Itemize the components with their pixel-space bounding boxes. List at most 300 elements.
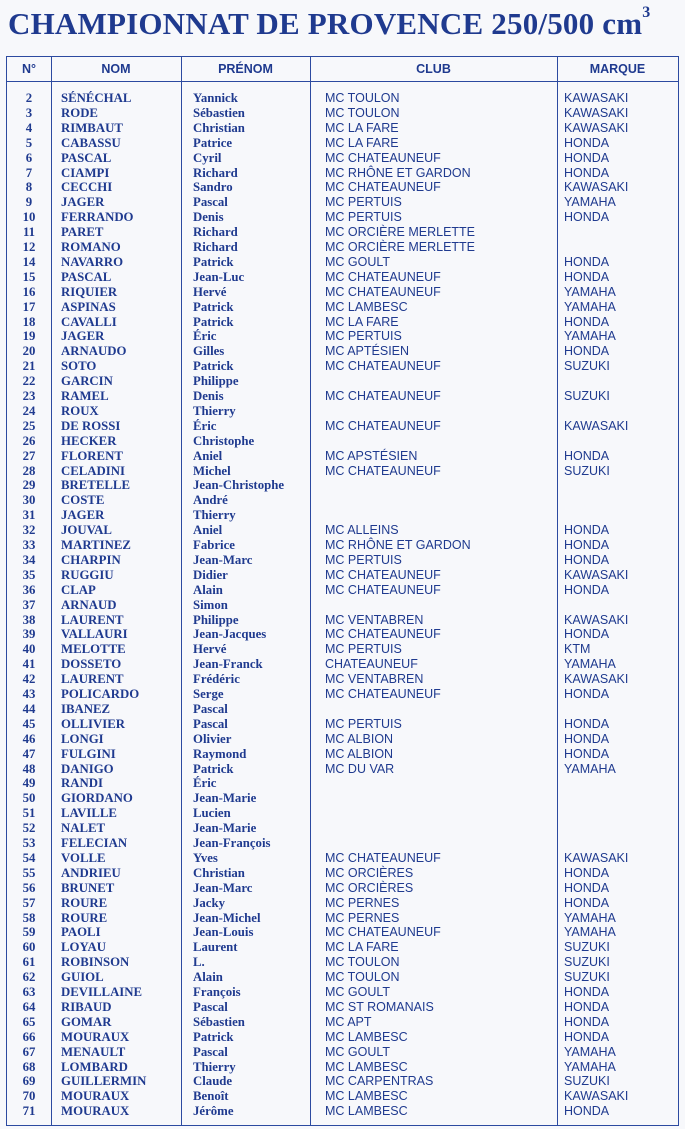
cell-club: MC GOULT — [325, 254, 391, 269]
cell-num: 22 — [22, 374, 36, 389]
cell-nom: LOYAU — [61, 940, 107, 955]
cell-num: 59 — [22, 925, 36, 940]
table-row — [7, 747, 678, 762]
table-row — [7, 836, 678, 851]
cell-marque: KAWASAKI — [564, 1089, 629, 1104]
cell-num: 26 — [22, 433, 36, 448]
table-row — [7, 896, 678, 911]
cell-marque: YAMAHA — [564, 195, 616, 210]
cell-num: 28 — [22, 463, 36, 478]
cell-num: 47 — [22, 746, 36, 761]
cell-prenom: Jean-Michel — [193, 910, 261, 925]
cell-prenom: Laurent — [193, 940, 238, 955]
cell-nom: FLORENT — [61, 448, 123, 463]
table-row — [7, 478, 678, 493]
table-row — [7, 359, 678, 374]
cell-nom: GIORDANO — [61, 791, 133, 806]
cell-prenom: Benoît — [193, 1089, 229, 1104]
cell-nom: MENAULT — [61, 1044, 126, 1059]
cell-prenom: Jean-Christophe — [193, 478, 285, 493]
header-nom: NOM — [101, 62, 131, 76]
cell-prenom: Olivier — [193, 731, 232, 746]
cell-num: 7 — [25, 165, 33, 180]
cell-num: 33 — [22, 538, 36, 552]
cell-num: 10 — [22, 210, 36, 225]
cell-club: MC CHATEAUNEUF — [325, 687, 441, 701]
cell-nom: NALET — [61, 821, 106, 836]
cell-club: MC LA FARE — [325, 940, 399, 955]
cell-club: MC LAMBESC — [325, 1089, 408, 1104]
table-row — [7, 911, 678, 926]
cell-marque: HONDA — [564, 627, 610, 642]
table-row — [7, 657, 678, 672]
cell-marque: HONDA — [564, 538, 610, 552]
cell-num: 23 — [22, 389, 36, 403]
cell-marque: HONDA — [564, 448, 610, 463]
title-superscript: 3 — [642, 4, 651, 21]
cell-prenom: Jean-Marie — [193, 821, 257, 836]
table-row — [7, 136, 678, 151]
cell-num: 16 — [22, 284, 36, 299]
cell-marque: HONDA — [564, 254, 610, 269]
cell-club: MC TOULON — [325, 91, 400, 105]
table-row — [7, 538, 678, 553]
cell-prenom: Yves — [193, 850, 218, 865]
cell-club: MC VENTABREN — [325, 612, 424, 627]
cell-num: 17 — [22, 299, 36, 314]
cell-nom: DE ROSSI — [61, 418, 121, 433]
cell-club: MC TOULON — [325, 955, 400, 970]
cell-marque: YAMAHA — [564, 1059, 616, 1074]
cell-nom: CIAMPI — [61, 165, 110, 180]
table-row — [7, 419, 678, 434]
cell-marque: HONDA — [564, 1104, 610, 1119]
cell-club: MC ALLEINS — [325, 523, 399, 538]
cell-prenom: Frédéric — [193, 672, 240, 687]
cell-prenom: Thierry — [193, 403, 236, 418]
cell-marque: YAMAHA — [564, 925, 616, 940]
table-row — [7, 985, 678, 1000]
cell-num: 35 — [22, 567, 36, 582]
cell-nom: DOSSETO — [61, 657, 122, 672]
table-row — [7, 374, 678, 389]
cell-marque: KAWASAKI — [564, 612, 629, 627]
table-row — [7, 732, 678, 747]
cell-marque: SUZUKI — [564, 940, 610, 955]
cell-club: MC CHATEAUNEUF — [325, 582, 441, 597]
cell-club: MC ST ROMANAIS — [325, 999, 434, 1014]
cell-club: MC CHATEAUNEUF — [325, 925, 441, 940]
cell-club: MC DU VAR — [325, 761, 395, 776]
cell-nom: CELADINI — [61, 463, 125, 478]
cell-num: 2 — [25, 91, 33, 105]
cell-num: 24 — [22, 403, 36, 418]
cell-prenom: Patrick — [193, 299, 234, 314]
cell-prenom: Christophe — [193, 433, 255, 448]
table-row — [7, 434, 678, 449]
cell-club: MC CHATEAUNEUF — [325, 627, 441, 642]
cell-prenom: Pascal — [193, 195, 228, 210]
cell-club: MC LAMBESC — [325, 1029, 408, 1044]
cell-nom: JAGER — [61, 508, 105, 523]
cell-prenom: André — [193, 493, 228, 508]
cell-prenom: Éric — [193, 329, 217, 344]
cell-num: 20 — [22, 344, 36, 359]
cell-club: MC CHATEAUNEUF — [325, 180, 441, 195]
table-row — [7, 717, 678, 732]
table-row — [7, 598, 678, 613]
cell-marque: KAWASAKI — [564, 672, 629, 687]
title-text: CHAMPIONNAT DE PROVENCE 250/500 cm — [8, 6, 643, 41]
table-row — [7, 493, 678, 508]
cell-club: MC PERTUIS — [325, 329, 402, 344]
cell-marque: HONDA — [564, 314, 610, 329]
cell-prenom: Lucien — [193, 806, 231, 821]
table-row — [7, 925, 678, 940]
table-row — [7, 1060, 678, 1075]
cell-prenom: Richard — [193, 165, 238, 180]
cell-marque: HONDA — [564, 210, 610, 225]
cell-club: MC CHATEAUNEUF — [325, 359, 441, 374]
cell-nom: ROUX — [61, 403, 99, 418]
cell-marque: HONDA — [564, 1029, 610, 1044]
cell-prenom: Jean-Marc — [193, 880, 253, 895]
cell-club: MC LA FARE — [325, 120, 399, 135]
table-row — [7, 300, 678, 315]
cell-marque: KAWASAKI — [564, 180, 629, 195]
cell-num: 71 — [22, 1104, 36, 1119]
cell-prenom: Christian — [193, 865, 245, 880]
cell-prenom: Alain — [193, 970, 223, 985]
cell-nom: NAVARRO — [61, 254, 124, 269]
cell-club: MC LA FARE — [325, 135, 399, 150]
cell-num: 19 — [22, 329, 36, 344]
cell-marque: YAMAHA — [564, 761, 616, 776]
cell-marque: YAMAHA — [564, 329, 616, 344]
table-row — [7, 285, 678, 300]
cell-num: 60 — [22, 940, 36, 955]
cell-nom: SOTO — [61, 359, 97, 374]
cell-num: 39 — [22, 627, 36, 642]
header-num: N° — [21, 62, 37, 76]
cell-num: 61 — [22, 955, 36, 970]
cell-prenom: Patrick — [193, 359, 234, 374]
table-row — [7, 240, 678, 255]
cell-nom: JAGER — [61, 195, 105, 210]
cell-num: 50 — [22, 791, 36, 806]
table-row — [7, 1000, 678, 1015]
cell-nom: RANDI — [61, 776, 103, 791]
cell-marque: HONDA — [564, 731, 610, 746]
table-row — [7, 613, 678, 628]
cell-num: 36 — [22, 582, 36, 597]
cell-nom: DEVILLAINE — [61, 985, 143, 999]
cell-num: 37 — [22, 597, 36, 612]
table-row — [7, 851, 678, 866]
cell-prenom: Richard — [193, 225, 238, 240]
table-row — [7, 553, 678, 568]
table-row — [7, 91, 678, 106]
cell-nom: LONGI — [61, 731, 104, 746]
table-row — [7, 568, 678, 583]
cell-marque: YAMAHA — [564, 1044, 616, 1059]
table-row — [7, 627, 678, 642]
cell-nom: RAMEL — [61, 389, 109, 403]
table-row — [7, 1045, 678, 1060]
cell-club: MC LA FARE — [325, 314, 399, 329]
cell-marque: SUZUKI — [564, 389, 610, 403]
cell-num: 51 — [22, 806, 36, 821]
cell-num: 5 — [25, 135, 33, 150]
cell-prenom: Sébastien — [193, 1014, 245, 1029]
cell-prenom: Patrice — [193, 135, 233, 150]
cell-nom: CLAP — [61, 582, 96, 597]
table-row — [7, 791, 678, 806]
cell-nom: MARTINEZ — [61, 538, 131, 552]
cell-nom: JOUVAL — [61, 523, 112, 538]
table-row — [7, 821, 678, 836]
table-row — [7, 523, 678, 538]
cell-nom: MELOTTE — [61, 642, 126, 657]
cell-num: 15 — [22, 269, 36, 284]
cell-nom: RIMBAUT — [61, 120, 123, 135]
cell-num: 65 — [22, 1014, 36, 1029]
table-row — [7, 508, 678, 523]
header-prenom: PRÉNOM — [218, 62, 273, 76]
table-row — [7, 464, 678, 479]
cell-nom: ROURE — [61, 910, 108, 925]
cell-club: MC ORCIÈRE MERLETTE — [325, 225, 476, 240]
cell-prenom: Raymond — [193, 746, 247, 761]
cell-club: MC PERNES — [325, 910, 400, 925]
cell-nom: LAURENT — [61, 612, 124, 627]
cell-club: MC ORCIÈRES — [325, 880, 414, 895]
table-row — [7, 687, 678, 702]
cell-marque: HONDA — [564, 523, 610, 538]
cell-prenom: Patrick — [193, 314, 234, 329]
table-row — [7, 866, 678, 881]
cell-num: 32 — [22, 523, 36, 538]
cell-nom: POLICARDO — [61, 687, 140, 701]
cell-nom: VOLLE — [61, 850, 106, 865]
cell-club: MC CARPENTRAS — [325, 1074, 434, 1089]
cell-prenom: Claude — [193, 1074, 233, 1089]
table-row — [7, 166, 678, 181]
cell-club: MC RHÔNE ET GARDON — [325, 165, 471, 180]
cell-prenom: Thierry — [193, 508, 236, 523]
cell-prenom: Pascal — [193, 1044, 228, 1059]
cell-prenom: Aniel — [193, 448, 223, 463]
table-row — [7, 329, 678, 344]
cell-nom: GUILLERMIN — [61, 1074, 147, 1089]
table-row — [7, 270, 678, 285]
cell-marque: HONDA — [564, 150, 610, 165]
cell-nom: ROBINSON — [61, 955, 130, 970]
cell-nom: SÉNÉCHAL — [61, 91, 132, 105]
cell-nom: COSTE — [61, 493, 105, 508]
cell-prenom: Denis — [193, 389, 224, 403]
cell-club: MC LAMBESC — [325, 1059, 408, 1074]
table-row — [7, 940, 678, 955]
cell-num: 11 — [22, 225, 36, 240]
cell-prenom: Simon — [193, 597, 228, 612]
cell-nom: IBANEZ — [61, 701, 111, 716]
table-row — [7, 315, 678, 330]
cell-club: MC RHÔNE ET GARDON — [325, 538, 471, 552]
cell-marque: HONDA — [564, 269, 610, 284]
cell-marque: HONDA — [564, 865, 610, 880]
cell-num: 40 — [22, 642, 36, 657]
cell-num: 27 — [22, 448, 36, 463]
cell-club: CHATEAUNEUF — [325, 657, 418, 672]
table-row — [7, 672, 678, 687]
cell-prenom: Cyril — [193, 150, 222, 165]
cell-prenom: Aniel — [193, 523, 223, 538]
cell-num: 55 — [22, 865, 36, 880]
cell-num: 46 — [22, 731, 36, 746]
cell-prenom: Patrick — [193, 1029, 234, 1044]
cell-prenom: Pascal — [193, 701, 228, 716]
cell-num: 25 — [22, 418, 36, 433]
cell-nom: CHARPIN — [61, 552, 121, 567]
cell-prenom: Philippe — [193, 374, 239, 389]
cell-prenom: Alain — [193, 582, 223, 597]
cell-prenom: Philippe — [193, 612, 239, 627]
table-row — [7, 210, 678, 225]
cell-nom: GOMAR — [61, 1014, 112, 1029]
cell-marque: KAWASAKI — [564, 418, 629, 433]
cell-nom: PASCAL — [61, 150, 112, 165]
cell-num: 52 — [22, 821, 36, 836]
cell-club: MC TOULON — [325, 970, 400, 985]
cell-nom: PAOLI — [61, 925, 101, 940]
table-row — [7, 225, 678, 240]
cell-prenom: Gilles — [193, 344, 225, 359]
cell-prenom: Thierry — [193, 1059, 236, 1074]
cell-club: MC LAMBESC — [325, 1104, 408, 1119]
cell-marque: YAMAHA — [564, 284, 616, 299]
cell-prenom: Hervé — [193, 642, 227, 657]
cell-num: 9 — [25, 195, 33, 210]
cell-num: 34 — [22, 552, 36, 567]
cell-nom: ANDRIEU — [61, 865, 121, 880]
cell-nom: DANIGO — [61, 761, 114, 776]
cell-marque: YAMAHA — [564, 657, 616, 672]
cell-nom: FELECIAN — [61, 836, 128, 850]
cell-num: 31 — [22, 508, 36, 523]
cell-nom: HECKER — [61, 433, 117, 448]
cell-club: MC CHATEAUNEUF — [325, 389, 441, 403]
cell-nom: MOURAUX — [61, 1104, 130, 1119]
cell-nom: VALLAURI — [61, 627, 128, 642]
cell-num: 8 — [25, 180, 33, 195]
cell-num: 44 — [22, 701, 36, 716]
cell-prenom: Sébastien — [193, 105, 245, 120]
cell-prenom: Éric — [193, 418, 217, 433]
cell-nom: RODE — [61, 105, 98, 120]
cell-prenom: Christian — [193, 120, 245, 135]
cell-club: MC ORCIÈRES — [325, 865, 414, 880]
cell-club: MC APTÉSIEN — [325, 344, 410, 359]
cell-nom: LOMBARD — [61, 1059, 128, 1074]
cell-club: MC ORCIÈRE MERLETTE — [325, 240, 476, 254]
cell-marque: HONDA — [564, 582, 610, 597]
cell-marque: HONDA — [564, 716, 610, 731]
table-row — [7, 1089, 678, 1104]
cell-marque: HONDA — [564, 895, 610, 910]
table-row — [7, 180, 678, 195]
cell-num: 6 — [25, 150, 33, 165]
table-row — [7, 702, 678, 717]
cell-num: 18 — [22, 314, 36, 329]
table-row — [7, 151, 678, 166]
cell-prenom: Jean-Marc — [193, 552, 253, 567]
cell-marque: SUZUKI — [564, 359, 610, 374]
table-row — [7, 1074, 678, 1089]
cell-prenom: Denis — [193, 210, 224, 225]
cell-nom: MOURAUX — [61, 1089, 130, 1104]
cell-club: MC APT — [325, 1014, 372, 1029]
cell-num: 58 — [22, 910, 36, 925]
cell-marque: KTM — [564, 642, 591, 657]
cell-club: MC CHATEAUNEUF — [325, 269, 441, 284]
cell-club: MC CHATEAUNEUF — [325, 567, 441, 582]
cell-club: MC TOULON — [325, 105, 400, 120]
cell-club: MC PERTUIS — [325, 642, 402, 657]
cell-prenom: Jean-Jacques — [193, 627, 267, 642]
table-row — [7, 1030, 678, 1045]
table-row — [7, 806, 678, 821]
cell-prenom: Jean-Louis — [193, 925, 254, 940]
cell-marque: HONDA — [564, 135, 610, 150]
cell-marque: HONDA — [564, 746, 610, 761]
table-row — [7, 121, 678, 136]
cell-num: 45 — [22, 716, 36, 731]
cell-num: 21 — [22, 359, 36, 374]
cell-prenom: Richard — [193, 240, 238, 254]
cell-marque: YAMAHA — [564, 910, 616, 925]
cell-num: 53 — [22, 836, 36, 850]
cell-marque: KAWASAKI — [564, 567, 629, 582]
table-row — [7, 106, 678, 121]
table-row — [7, 776, 678, 791]
entry-table — [6, 56, 679, 1126]
table-row — [7, 389, 678, 404]
cell-club: MC ALBION — [325, 746, 394, 761]
cell-prenom: Sandro — [193, 180, 233, 195]
cell-prenom: Jean-Luc — [193, 269, 245, 284]
cell-marque: HONDA — [564, 344, 610, 359]
cell-club: MC CHATEAUNEUF — [325, 418, 441, 433]
cell-club: MC GOULT — [325, 985, 391, 999]
table-row — [7, 449, 678, 464]
cell-nom: JAGER — [61, 329, 105, 344]
cell-nom: OLLIVIER — [61, 716, 126, 731]
page-title — [8, 6, 680, 42]
cell-marque: HONDA — [564, 165, 610, 180]
cell-nom: ARNAUD — [61, 597, 117, 612]
cell-num: 66 — [22, 1029, 36, 1044]
cell-num: 63 — [22, 985, 36, 999]
cell-marque: SUZUKI — [564, 970, 610, 985]
cell-marque: KAWASAKI — [564, 120, 629, 135]
cell-num: 56 — [22, 880, 36, 895]
cell-nom: ASPINAS — [61, 299, 116, 314]
cell-nom: FERRANDO — [61, 210, 134, 225]
cell-prenom: Serge — [193, 687, 224, 701]
cell-club: MC ALBION — [325, 731, 394, 746]
cell-marque: HONDA — [564, 999, 610, 1014]
